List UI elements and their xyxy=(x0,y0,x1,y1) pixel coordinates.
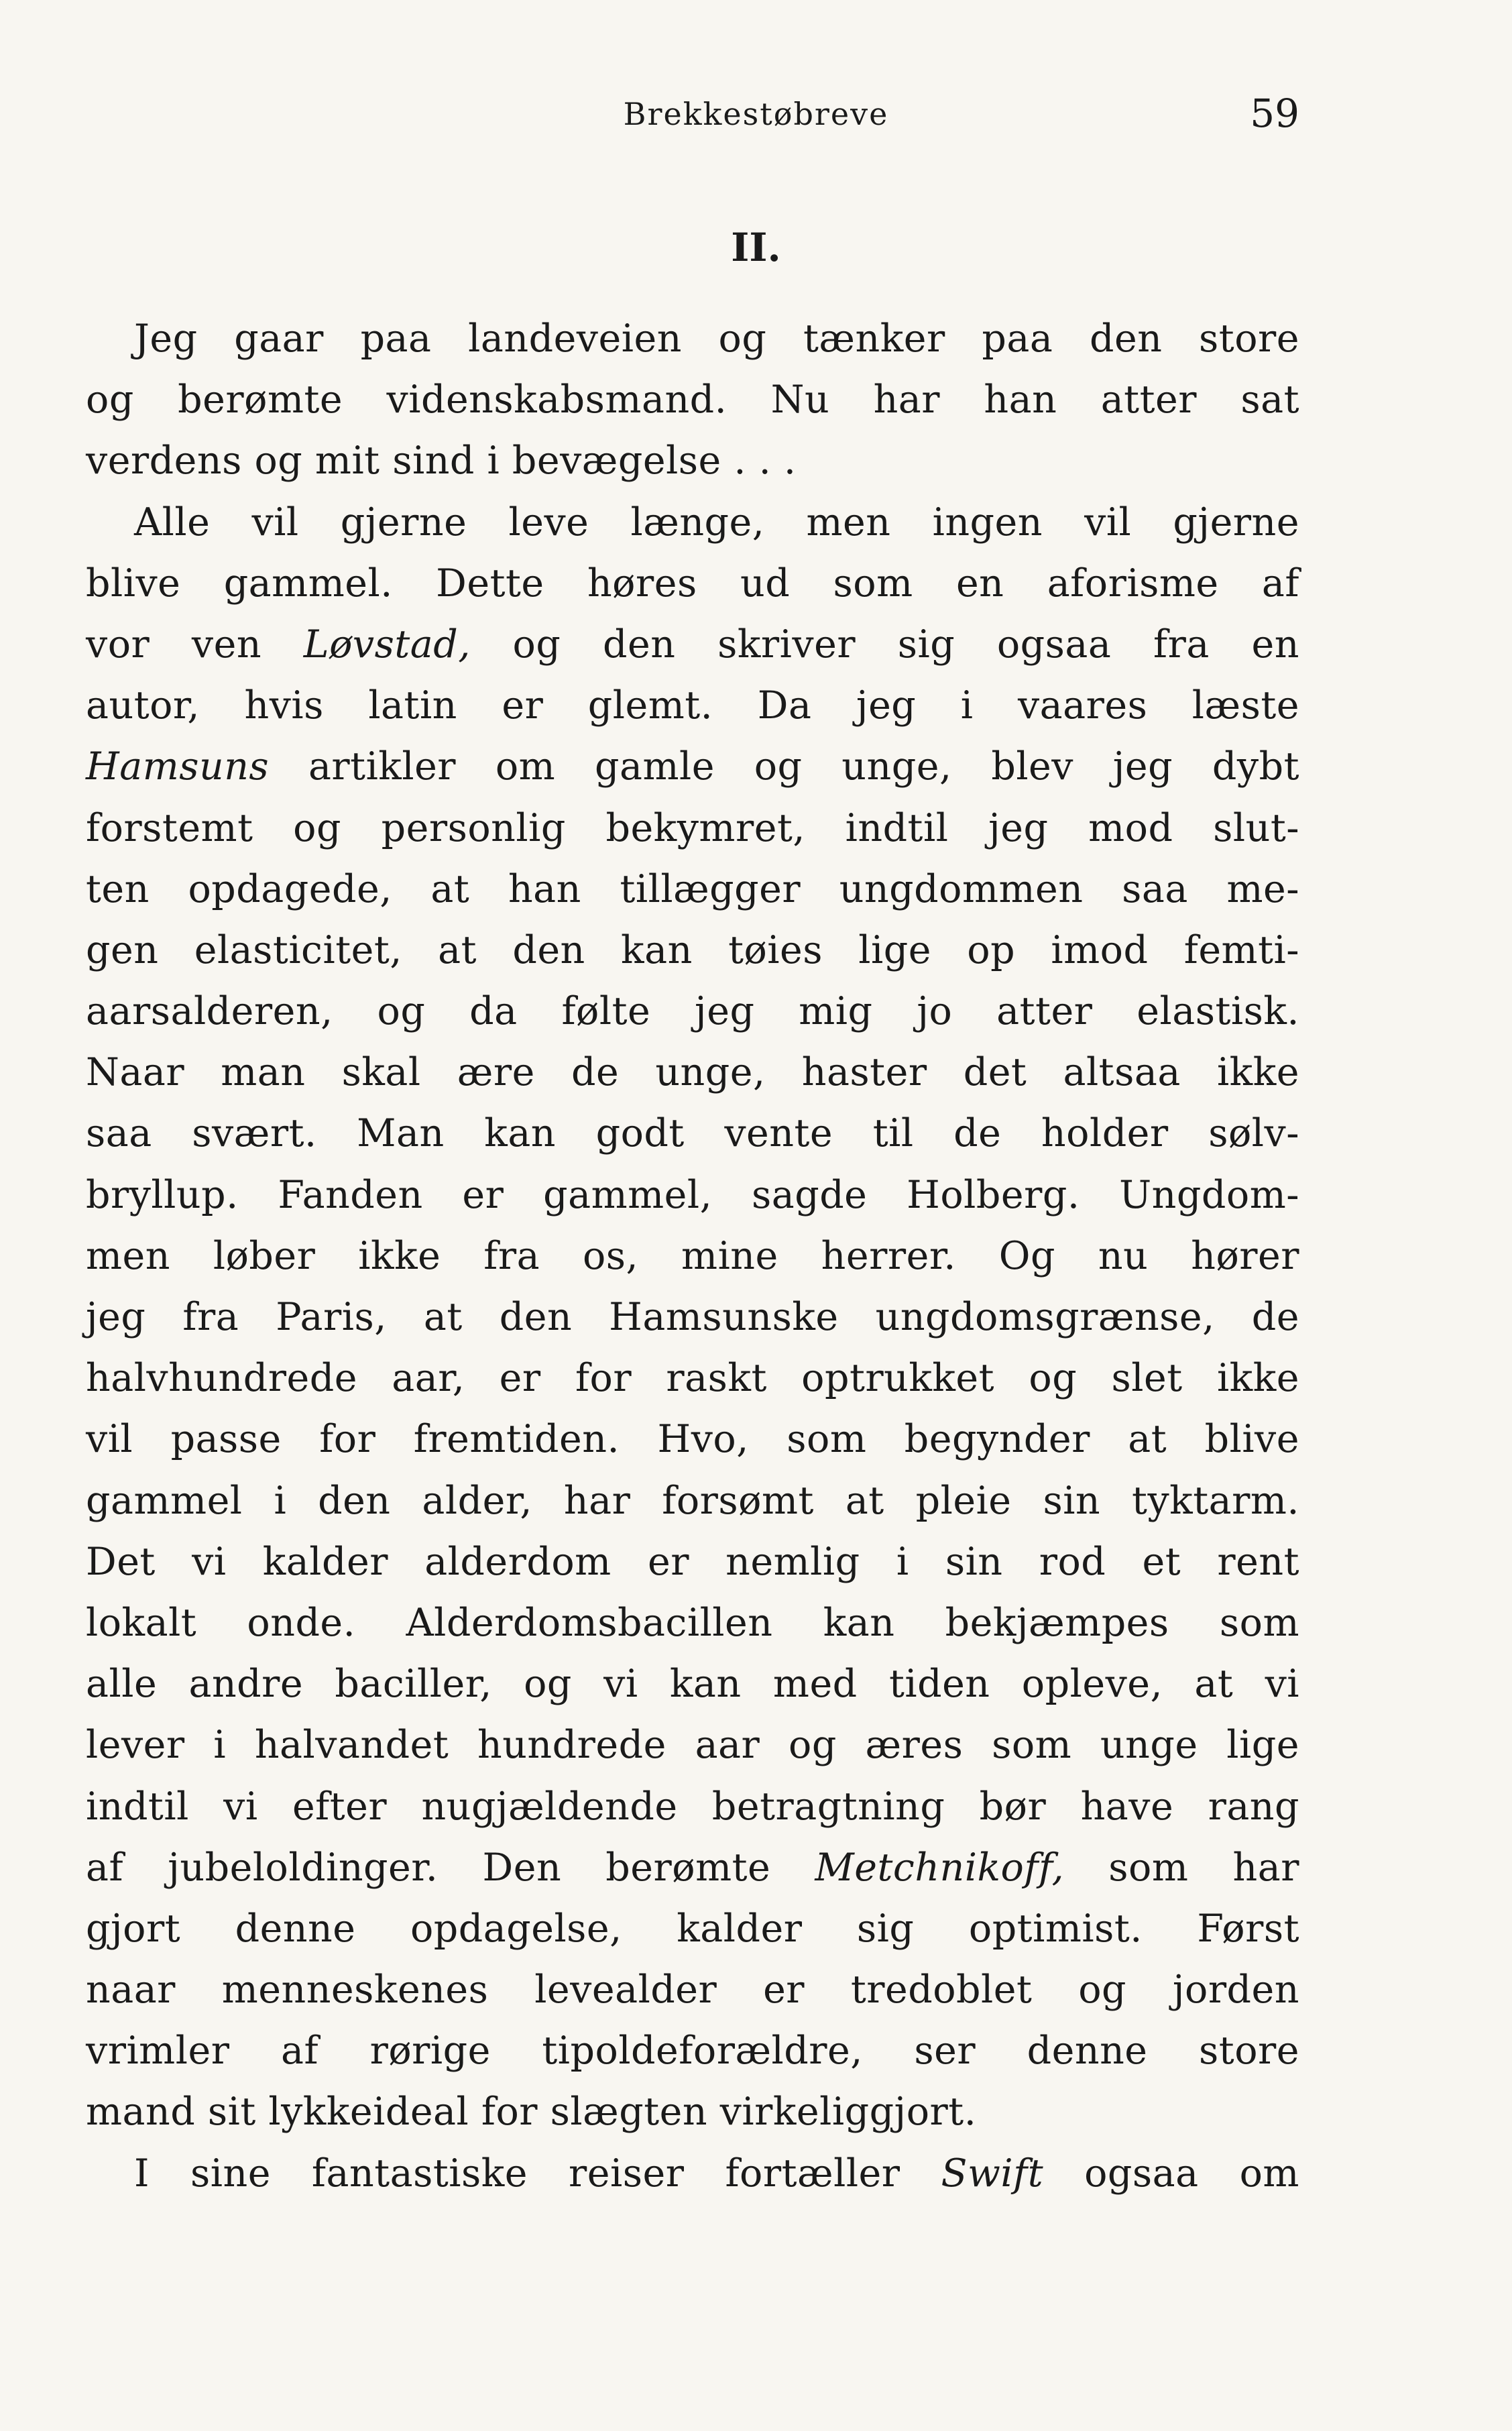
text-run: saa svært. Man kan godt vente til de holder sølv- xyxy=(86,1111,1299,1156)
text-line xyxy=(86,981,1299,1042)
text-line xyxy=(86,308,1299,370)
text-run: Alle vil gjerne leve længe, men ingen vil gjerne xyxy=(134,500,1299,545)
text-line xyxy=(86,1960,1299,2021)
text-line xyxy=(86,1838,1299,1899)
text-line xyxy=(86,614,1299,675)
text-line xyxy=(86,859,1299,920)
text-line xyxy=(86,1715,1299,1776)
italic-name: Hamsuns xyxy=(86,744,270,789)
text-line xyxy=(86,1409,1299,1470)
text-line xyxy=(86,920,1299,981)
text-line xyxy=(86,553,1299,614)
text-line xyxy=(86,2021,1299,2082)
text-line xyxy=(86,1226,1299,1287)
italic-name: Swift xyxy=(941,2151,1044,2196)
text-run: ogsaa om xyxy=(1043,2151,1299,2196)
text-run: som har xyxy=(1064,1845,1299,1890)
text-run: I sine fantastiske reiser fortæller xyxy=(134,2151,941,2196)
text-run: blive gammel. Dette høres ud som en aforisme af xyxy=(86,561,1299,606)
text-run: alle andre baciller, og vi kan med tiden opleve, at vi xyxy=(86,1662,1299,1707)
text-line xyxy=(86,675,1299,736)
text-line xyxy=(86,1287,1299,1348)
text-line xyxy=(86,1654,1299,1715)
text-run: gammel i den alder, har forsømt at pleie sin tyktarm. xyxy=(86,1478,1299,1523)
text-run: vrimler af rørige tipoldeforældre, ser denne store xyxy=(86,2029,1299,2074)
text-run: mand sit lykkeideal for slægten virkeliggjort. xyxy=(86,2090,977,2135)
text-line xyxy=(86,1103,1299,1164)
text-line xyxy=(86,1899,1299,1960)
text-run: af jubeloldinger. Den berømte xyxy=(86,1845,815,1890)
text-run: gen elasticitet, at den kan tøies lige op imod femti- xyxy=(86,927,1299,972)
text-line xyxy=(86,2143,1299,2204)
text-line xyxy=(86,1471,1299,1532)
text-run: autor, hvis latin er glemt. Da jeg i vaares læste xyxy=(86,683,1299,728)
text-line xyxy=(86,1165,1299,1226)
text-run: indtil vi efter nugjældende betragtning bør have rang xyxy=(86,1784,1299,1829)
text-run: artikler om gamle og unge, blev jeg dybt xyxy=(269,744,1299,789)
text-run: jeg fra Paris, at den Hamsunske ungdomsgrænse, de xyxy=(86,1295,1299,1339)
text-run: ten opdagede, at han tillægger ungdommen saa me- xyxy=(86,866,1299,911)
running-title: Brekkestøbreve xyxy=(623,96,889,132)
text-line xyxy=(86,370,1299,431)
text-run: verdens og mit sind i bevægelse . . . xyxy=(86,439,797,484)
text-line xyxy=(86,798,1299,859)
italic-name: Løvstad, xyxy=(303,622,471,667)
text-line xyxy=(86,1593,1299,1654)
text-run: Naar man skal ære de unge, haster det altsaa ikke xyxy=(86,1050,1299,1095)
text-run: naar menneskenes levealder er tredoblet og jorden xyxy=(86,1968,1299,2013)
text-run: og berømte videnskabsmand. Nu har han atter sat xyxy=(86,378,1299,422)
text-line xyxy=(86,736,1299,797)
text-run: vil passe for fremtiden. Hvo, som begynder at blive xyxy=(86,1417,1299,1462)
page-number: 59 xyxy=(1250,91,1299,136)
italic-name: Metchnikoff, xyxy=(815,1845,1065,1890)
section-heading: II. xyxy=(731,225,781,270)
text-line xyxy=(86,431,1299,492)
text-line xyxy=(86,1776,1299,1838)
text-line xyxy=(86,1532,1299,1593)
text-run: lokalt onde. Alderdomsbacillen kan bekjæmpes som xyxy=(86,1600,1299,1645)
body-text xyxy=(86,308,1299,2204)
running-head xyxy=(0,91,1512,137)
text-run: Jeg gaar paa landeveien og tænker paa den store xyxy=(134,317,1299,361)
text-line xyxy=(86,1042,1299,1103)
text-run: og den skriver sig ogsaa fra en xyxy=(470,622,1299,667)
text-run: men løber ikke fra os, mine herrer. Og nu hører xyxy=(86,1233,1299,1278)
text-run: forstemt og personlig bekymret, indtil jeg mod slut- xyxy=(86,805,1299,850)
text-line xyxy=(86,1348,1299,1409)
text-run: gjort denne opdagelse, kalder sig optimist. Først xyxy=(86,1906,1299,1951)
text-run: lever i halvandet hundrede aar og æres som unge lige xyxy=(86,1723,1299,1768)
text-run: halvhundrede aar, er for raskt optrukket og slet ikke xyxy=(86,1356,1299,1401)
text-line xyxy=(86,492,1299,553)
text-run: aarsalderen, og da følte jeg mig jo atter elastisk. xyxy=(86,989,1299,1034)
text-run: Det vi kalder alderdom er nemlig i sin rod et rent xyxy=(86,1539,1299,1584)
text-run: bryllup. Fanden er gammel, sagde Holberg. Ungdom- xyxy=(86,1172,1299,1217)
text-run: vor ven xyxy=(86,622,304,667)
text-line xyxy=(86,2082,1299,2143)
